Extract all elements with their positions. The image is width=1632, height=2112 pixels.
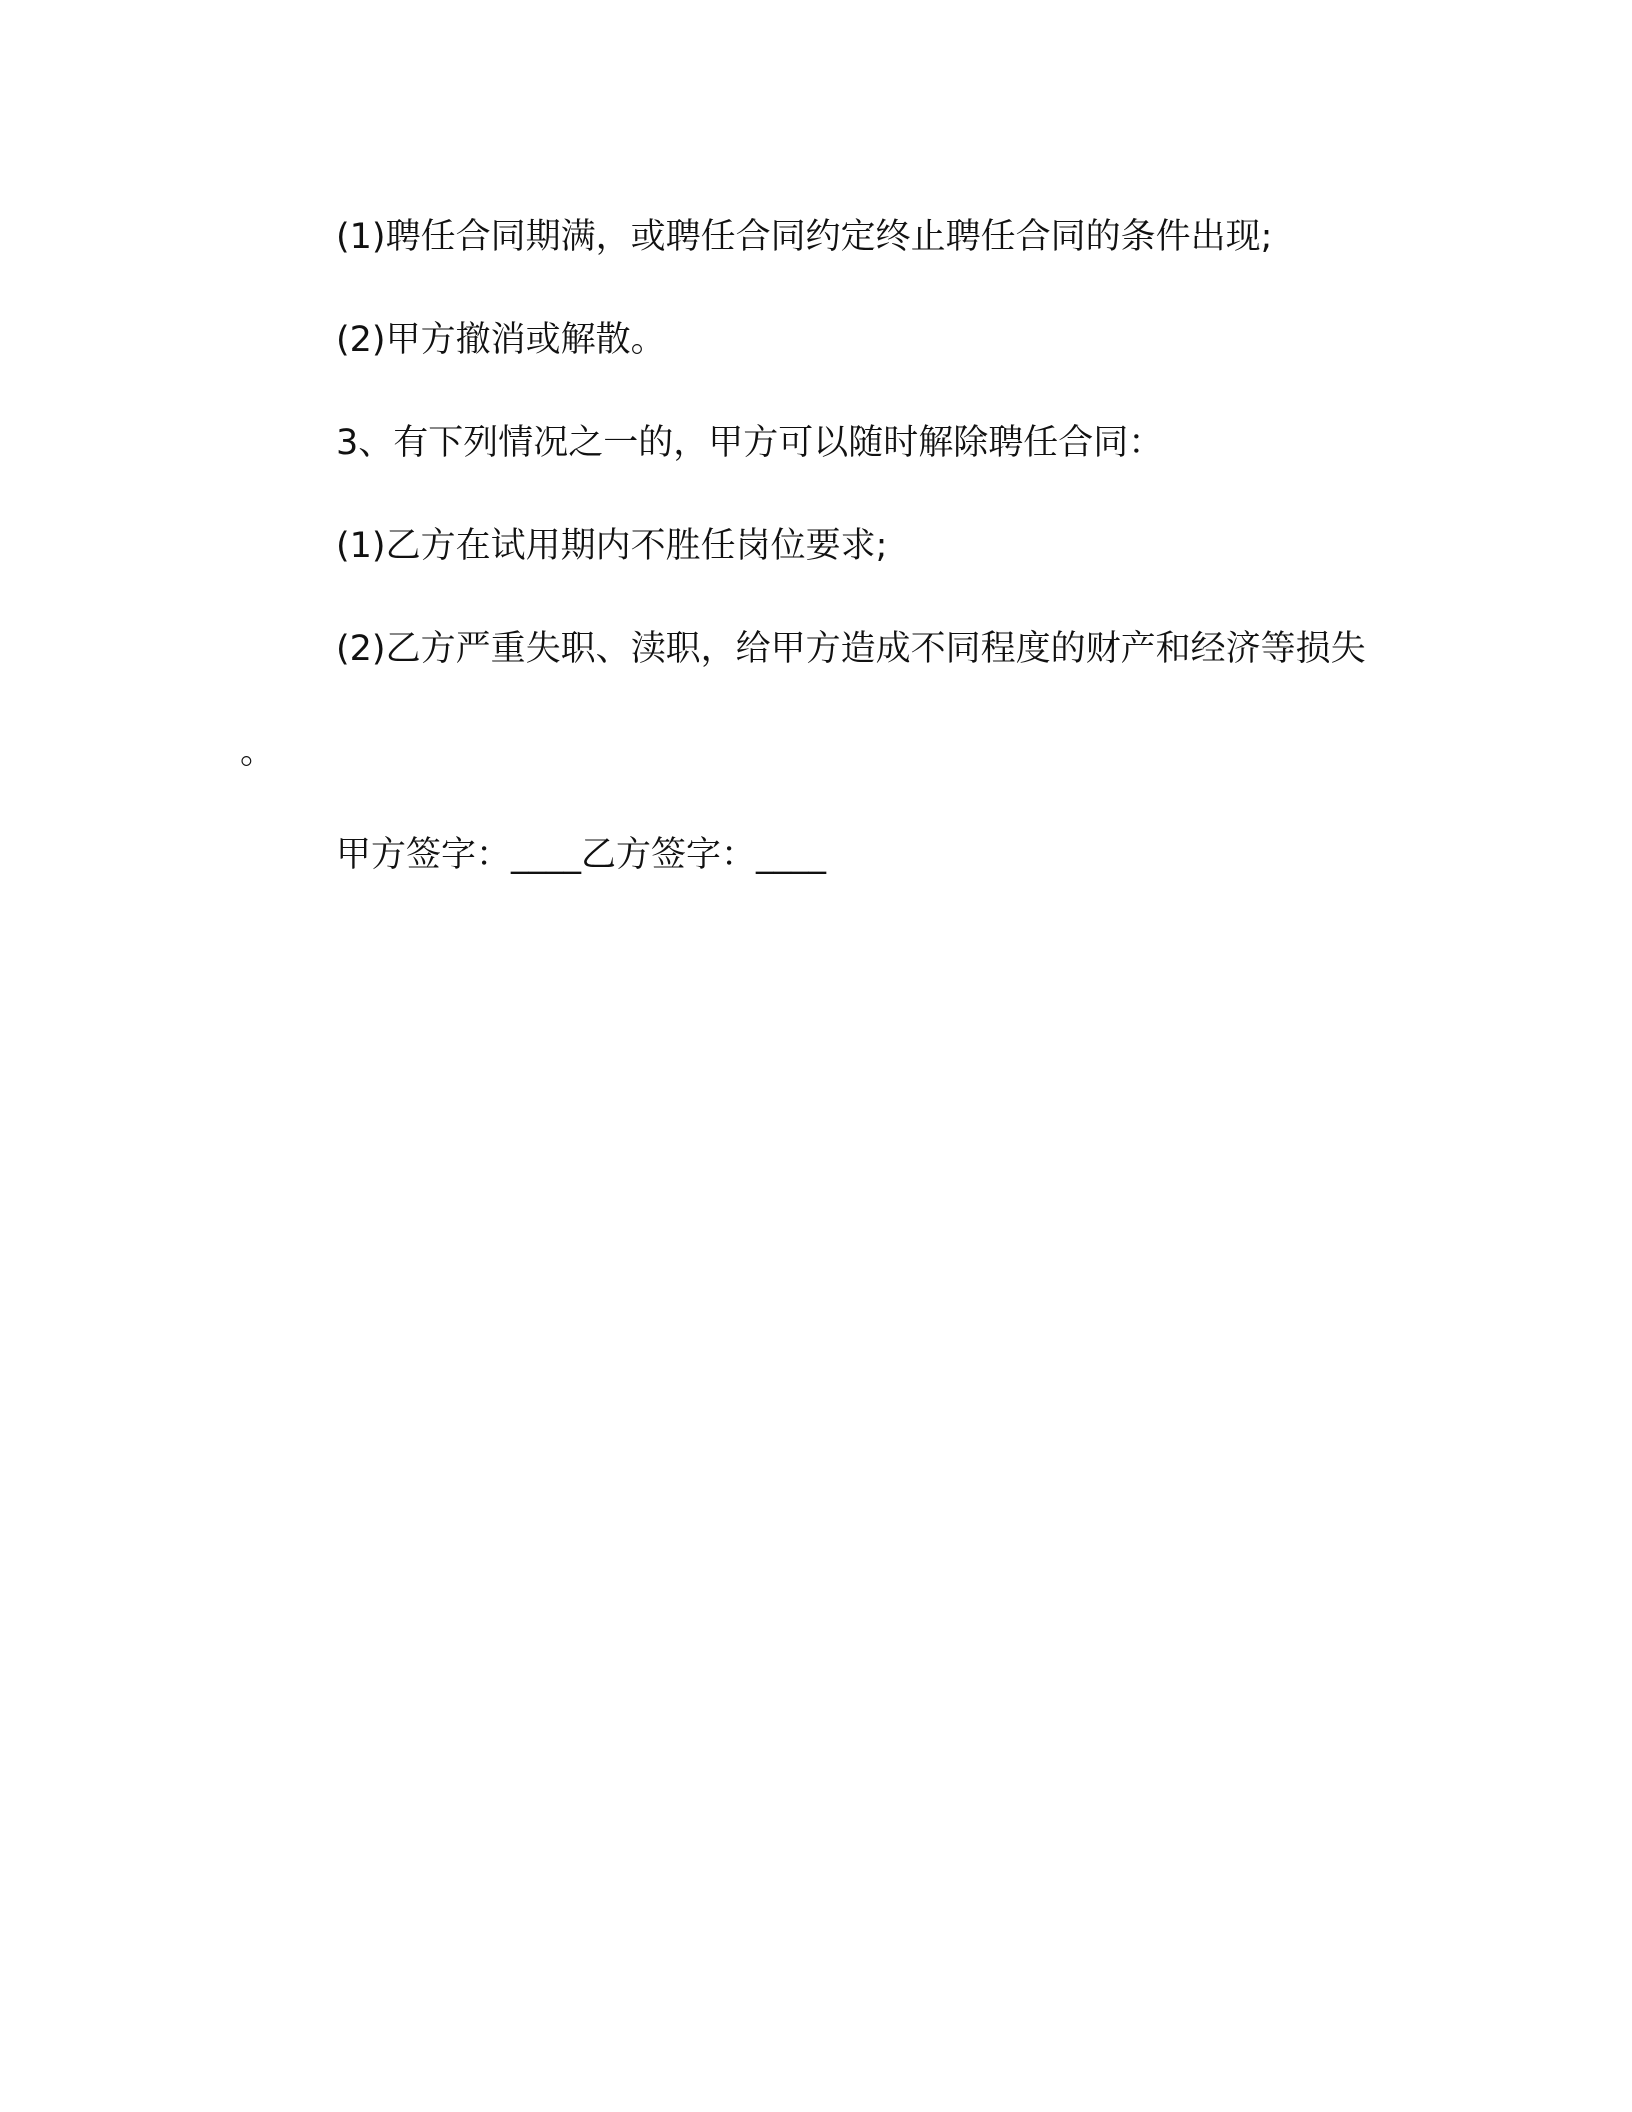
- clause-2-party-a-dissolved: (2)甲方撤消或解散。: [336, 320, 666, 360]
- document-body: [240, 186, 1380, 907]
- clause-2-negligence: (2)乙方严重失职、渎职，给甲方造成不同程度的财产和经济等损失。: [240, 629, 1366, 772]
- section-3-heading: 3、有下列情况之一的，甲方可以随时解除聘任合同：: [336, 423, 1164, 463]
- clause-1-contract-expiry: (1)聘任合同期满，或聘任合同约定终止聘任合同的条件出现;: [336, 217, 1273, 257]
- clause-1-probation: (1)乙方在试用期内不胜任岗位要求;: [336, 526, 888, 566]
- signature-line: 甲方签字：____乙方签字：____: [336, 835, 827, 875]
